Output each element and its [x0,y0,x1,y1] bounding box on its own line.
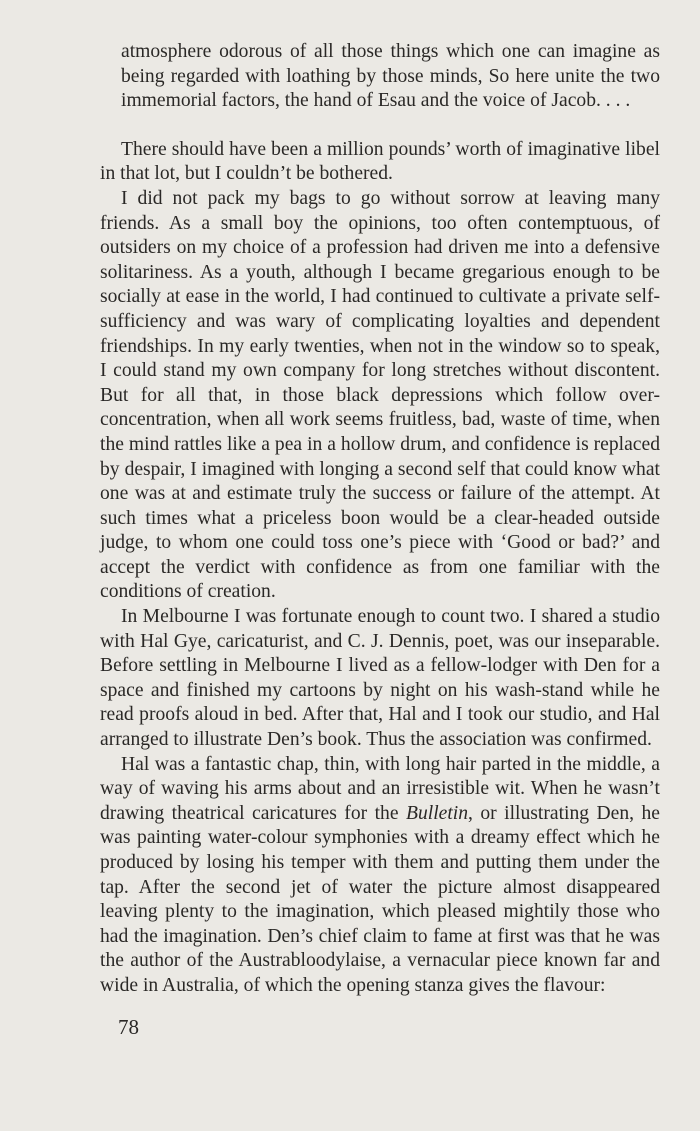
page-body [100,40,660,999]
quote-fragment: atmosphere odorous of all those things which one can imagine as being regarded with loathing by those minds, So here unite the two immemorial factors, the hand of Esau and the voice of Jacob. . . . [121,41,660,112]
paragraph-friends: I did not pack my bags to go without sorrow at leaving many friends. As a small boy the opinions, too often contemptuous, of outsiders on my choice of a profession had driven me into a defensive solitariness. As a youth, although I became gregarious enough to be socially at ease in the world, I had continued to cultivate a private self-sufficiency and was wary of complicating loyalties and dependent friendships. In my early twenties, when not in the window so to speak, I could stand my own company for long stretches without discontent. But for all that, in those black depressions which follow over-concentration, when all work seems fruitless, bad, waste of time, when the mind rattles like a pea in a hollow drum, and confidence is replaced by despair, I imagined with longing a second self that could know what one was at and estimate truly the success or failure of the attempt. At such times what a priceless boon would be a clear-headed outside judge, to whom one could toss one’s piece with ‘Good or bad?’ and accept the verdict with confidence as from one familiar with the conditions of creation. [100,187,660,603]
hal-text-after: , or illustrating Den, he was painting water-colour symphonies with a dreamy effect which he produced by losing his temper with them and putting them under the tap. After the second jet of water the picture almost disappeared leaving plenty to the imagination, which pleased mightily those who had the imagination. Den’s chief claim to fame at first was that he was the author of the Austrabloodylaise, a vernacular piece known far and wide in Australia, of which the opening stanza gives the flavour: [100,802,660,996]
paragraph-melbourne: In Melbourne I was fortunate enough to count two. I shared a studio with Hal Gye, caricaturist, and C. J. Dennis, poet, was our inseparable. Before settling in Melbourne I lived as a fellow-lodger with Den for a space and finished my cartoons by night on his wash-stand while he read proofs aloud in bed. After that, Hal and I took our studio, and Hal arranged to illustrate Den’s book. Thus the association was confirmed. [100,606,660,751]
hal-text-before: Hal was a fantastic chap, thin, with long hair parted in the middle, a way of waving his arms about and an irresistible wit. When he wasn’t drawing theatrical caricatures for the [100,753,660,824]
page-number: 78 [118,1015,139,1039]
paragraph-hal [100,753,660,999]
paragraph-libel: There should have been a million pounds’ worth of imaginative libel in that lot, but I couldn’t be bothered. [100,138,660,185]
publication-title: Bulletin [405,802,469,824]
